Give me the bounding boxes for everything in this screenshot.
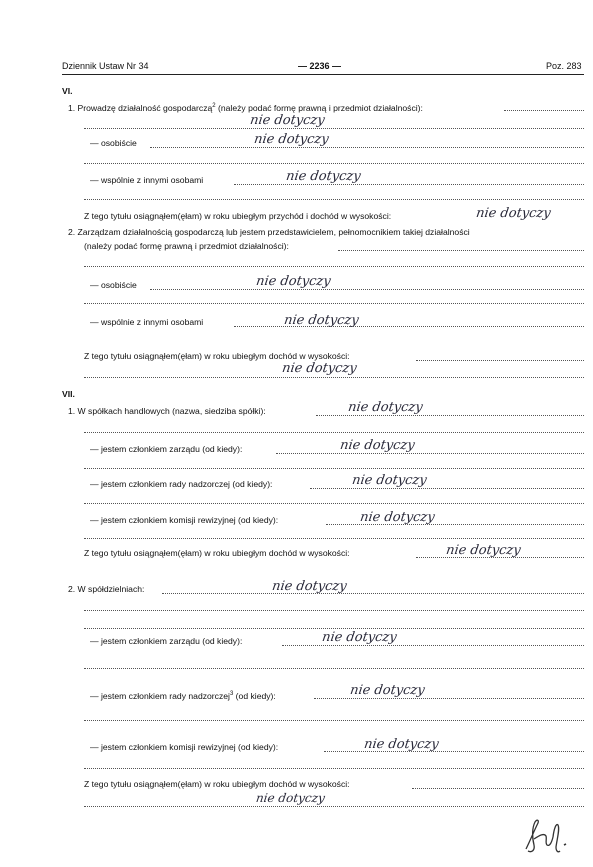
q7-1-line3[interactable] xyxy=(84,468,584,469)
q7-2-label: 2. W spółdzielniach: xyxy=(68,584,145,594)
q7-2-supervisory-answer: nie dotyczy xyxy=(349,683,426,698)
q6-1-personally-field[interactable] xyxy=(150,147,584,148)
q7-1-board-label: — jestem członkiem zarządu (od kiedy): xyxy=(90,444,243,454)
q6-1-jointly-answer: nie dotyczy xyxy=(285,169,362,184)
q7-2-board-label: — jestem członkiem zarządu (od kiedy): xyxy=(90,636,243,646)
q7-2-line2[interactable] xyxy=(84,610,584,611)
q7-2-supervisory-field[interactable] xyxy=(314,698,584,699)
q6-2-label-line1: 2. Zarządzam działalnością gospodarczą lub jestem przedstawicielem, pełnomocnikiem takiej działalności xyxy=(68,227,470,237)
q6-2-line3[interactable] xyxy=(84,303,584,304)
q6-2-jointly-answer: nie dotyczy xyxy=(283,313,360,328)
q7-2-line6[interactable] xyxy=(84,768,584,769)
q7-1-board-answer: nie dotyczy xyxy=(339,438,416,453)
q7-1-supervisory-label: — jestem członkiem rady nadzorczej (od kiedy): xyxy=(90,479,273,489)
q6-1-line4[interactable] xyxy=(84,199,584,200)
journal-title: Dziennik Ustaw Nr 34 xyxy=(62,61,149,71)
q6-1-line3[interactable] xyxy=(84,163,584,164)
section-vi-heading: VI. xyxy=(62,86,73,96)
q6-1-jointly-label: — wspólnie z innymi osobami xyxy=(90,175,204,185)
q7-1-supervisory-field[interactable] xyxy=(310,488,584,489)
q6-2-personally-answer: nie dotyczy xyxy=(255,274,332,289)
q7-1-line4[interactable] xyxy=(84,503,584,504)
q7-2-line5[interactable] xyxy=(84,720,584,721)
q6-2-income-field[interactable] xyxy=(416,360,584,361)
q7-1-field[interactable] xyxy=(316,415,584,416)
q6-1-answer: nie dotyczy xyxy=(249,113,326,128)
q7-2-income-answer: nie dotyczy xyxy=(255,791,326,805)
q6-1-personally-answer: nie dotyczy xyxy=(253,132,330,147)
q7-2-line4[interactable] xyxy=(84,668,584,669)
page-number: — 2236 — xyxy=(298,61,342,71)
q7-1-supervisory-answer: nie dotyczy xyxy=(351,473,428,488)
q7-1-answer: nie dotyczy xyxy=(347,400,424,415)
q7-2-audit-answer: nie dotyczy xyxy=(363,737,440,752)
q6-2-personally-field[interactable] xyxy=(150,289,584,290)
q6-2-income-label: Z tego tytułu osiągnąłem(ęłam) w roku ubiegłym dochód w wysokości: xyxy=(84,351,350,361)
q7-1-income-label: Z tego tytułu osiągnąłem(ęłam) w roku ubiegłym dochód w wysokości: xyxy=(84,548,350,558)
q7-1-audit-answer: nie dotyczy xyxy=(359,510,436,525)
q7-2-income-label: Z tego tytułu osiągnąłem(ęłam) w roku ubiegłym dochód w wysokości: xyxy=(84,779,350,789)
q6-2-personally-label: — osobiście xyxy=(90,280,137,290)
q7-2-audit-label: — jestem członkiem komisji rewizyjnej (od kiedy): xyxy=(90,742,279,752)
q7-2-line3[interactable] xyxy=(84,628,584,629)
q6-2-jointly-label: — wspólnie z innymi osobami xyxy=(90,317,204,327)
q6-1-line2[interactable] xyxy=(84,128,584,129)
q6-2-income-line2[interactable] xyxy=(84,377,584,378)
q7-1-income-answer: nie dotyczy xyxy=(445,543,522,558)
q7-2-income-field[interactable] xyxy=(412,788,584,789)
q6-1-personally-label: — osobiście xyxy=(90,138,137,148)
q7-1-line5[interactable] xyxy=(84,538,584,539)
q6-2-field[interactable] xyxy=(338,250,584,251)
q7-1-audit-label: — jestem członkiem komisji rewizyjnej (od kiedy): xyxy=(90,515,279,525)
q6-1-jointly-field[interactable] xyxy=(234,184,584,185)
position-number: Poz. 283 xyxy=(546,61,582,71)
q6-1-income-label: Z tego tytułu osiągnąłem(ęłam) w roku ubiegłym przychód i dochód w wysokości: xyxy=(84,211,392,221)
signature-image xyxy=(520,815,576,859)
q6-1-label: 1. Prowadzę działalność gospodarczą$^2$ (należy podać formę prawną i przedmiot działalności): xyxy=(68,102,423,113)
q6-2-label-line2: (należy podać formę prawną i przedmiot działalności): xyxy=(84,241,289,251)
q7-2-supervisory-label: — jestem członkiem rady nadzorczej$^3$ (od kiedy): xyxy=(90,690,276,701)
q7-2-board-field[interactable] xyxy=(282,645,584,646)
q7-2-answer: nie dotyczy xyxy=(271,579,348,594)
q7-1-board-field[interactable] xyxy=(276,453,584,454)
section-vii-heading: VII. xyxy=(62,389,75,399)
q7-1-line2[interactable] xyxy=(84,432,584,433)
q7-2-board-answer: nie dotyczy xyxy=(321,630,398,645)
q6-1-income-answer: nie dotyczy xyxy=(475,206,552,221)
q6-1-field[interactable] xyxy=(504,110,584,111)
q7-1-label: 1. W spółkach handlowych (nazwa, siedziba spółki): xyxy=(68,406,266,416)
q6-2-line2[interactable] xyxy=(84,266,584,267)
q7-2-field[interactable] xyxy=(162,593,584,594)
q6-2-income-answer: nie dotyczy xyxy=(281,361,358,376)
q7-2-income-line2[interactable] xyxy=(84,806,584,807)
header-rule xyxy=(62,74,584,75)
